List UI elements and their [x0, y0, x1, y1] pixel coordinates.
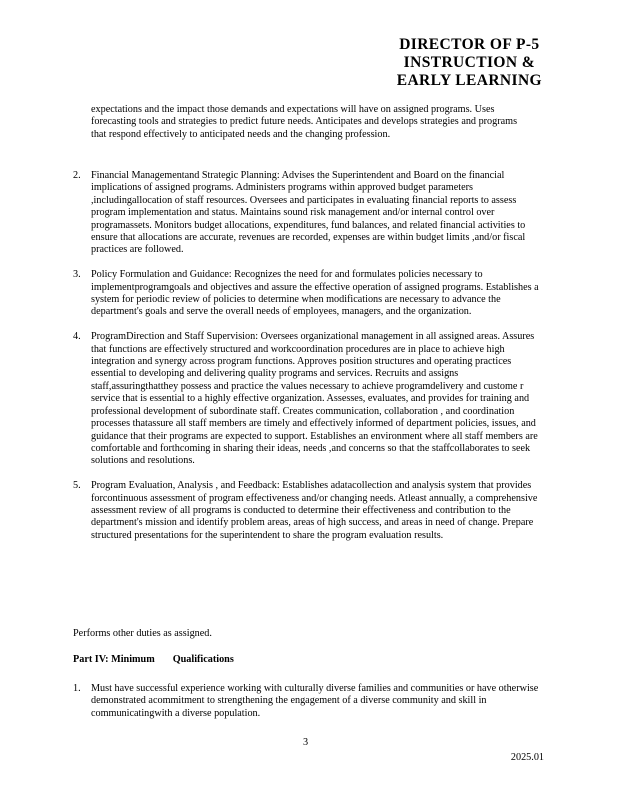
other-duties-text: Performs other duties as assigned. — [73, 628, 212, 639]
list-item-text: ProgramDirection and Staff Supervision: Oversees organizational management in all assigned areas. Assures that functions are effectively structured and workcoordination procedures are in place to achieve high integration and synergy across program functions. Approves position structures and operating practices essential to developing and delivering quality programs and services. Recruits and assigns staff,assuringthatthey possess and practice the values necessary to achieve programdelivery and custome r service that is essential to a highly effective organization. Assesses, evaluates, and provides for training and professional development of subordinate staff. Creates communication, collaboration , and coordination processes thatassure all staff members are timely and effectively informed of department policies, issues, and guidance that their programs are expected to support. Establishes an environment where all staff members are comfortable and forthcoming in sharing their ideas, needs ,and concerns so that the staffcollaborates to seek solutions and resolutions. — [91, 331, 538, 467]
section-heading-suffix: Qualifications — [172, 654, 234, 665]
list-item-text: Program Evaluation, Analysis , and Feedback: Establishes adatacollection and analysis system that provides forcontinuous assessment of program effectiveness and/or changing needs. Atleast annually, a comprehensive assessment review of all programs is conducted to determine their effectiveness and contribution to the department's mission and identify problem areas, areas of high success, and areas in need of change. Prepare structured presentations for the superintendent to share the program evaluation results. — [91, 480, 538, 541]
list-item-text: Policy Formulation and Guidance: Recognizes the need for and formulates policies necessary to implementprogramgoals and objectives and assure the effective operation of assigned programs. Establishes a system for periodic review of policies to determine when modifications are necessary to advance the department's goals and serve the overall needs of employees, managers, and the organization. — [91, 269, 539, 318]
section-heading-prefix: Part IV: Minimum — [73, 654, 155, 665]
title-line-2: INSTRUCTION & — [403, 54, 536, 71]
list-item — [73, 683, 543, 720]
list-item-number: 4. — [73, 331, 81, 343]
list-item — [73, 170, 543, 257]
list-item-text: Must have successful experience working with culturally diverse families and communities or have otherwise demonstrated acommitment to strengthening the engagement of a diverse community and skill in communicatingwith a diverse population. — [91, 683, 539, 719]
title-line-1: DIRECTOR OF P-5 — [399, 36, 540, 53]
list-item — [73, 480, 543, 542]
page-number: 3 — [303, 737, 309, 748]
responsibilities-list — [73, 170, 543, 555]
list-item-number: 3. — [73, 269, 81, 281]
qualifications-list — [73, 683, 543, 720]
list-item — [73, 269, 543, 319]
version-label: 2025.01 — [510, 752, 544, 763]
document-title — [397, 36, 542, 90]
list-item-number: 2. — [73, 170, 81, 181]
list-item-number: 5. — [73, 480, 81, 492]
list-item — [73, 331, 543, 467]
continued-paragraph: expectations and the impact those demands and expectations will have on assigned programs. Uses forecasting tools and strategies to predict future needs. Anticipates and develops strategies and programs that respond effectively to anticipated needs and the changing profession. — [91, 104, 518, 140]
title-line-3: EARLY LEARNING — [396, 72, 542, 89]
list-item-text: Financial Managementand Strategic Planning: Advises the Superintendent and Board on the financial implications of assigned programs. Administers programs within approved budget parameters ,includingallocation of staff resources. Oversees and participates in evaluating financial reports to assess program implementation and status. Maintains sound risk management and/or internal control over programassets. Monitors budget allocations, expenditures, fund balances, and related financial activities to ensure that allocations are accurate, revenues are recorded, expenses are within budget limits ,and/or fiscal practices are followed. — [91, 170, 526, 256]
list-item-number: 1. — [73, 683, 81, 694]
section-heading — [73, 654, 234, 666]
